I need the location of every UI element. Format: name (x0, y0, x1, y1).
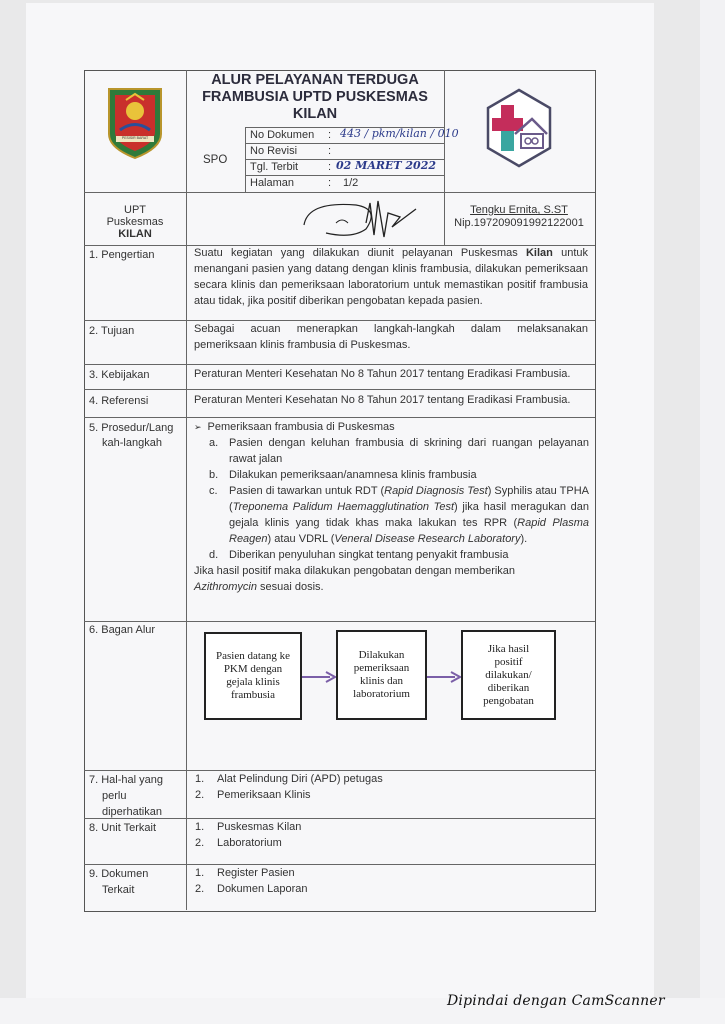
page-margin (700, 0, 725, 1024)
list-item-text: Alat Pelindung Diri (APD) petugas (217, 773, 383, 785)
spo-label: SPO (203, 154, 228, 166)
signer-name: Tengku Ernita, S.ST (470, 204, 568, 216)
closing-drug: Azithromycin (194, 581, 257, 593)
prosedur-heading (194, 419, 589, 435)
step-text-part: ) jika hasil meragukan dan gejala klinis yang tidak khas maka lakukan tes RPR ( (229, 501, 589, 529)
unit-line: KILAN (118, 228, 152, 240)
section-label-prosedur (89, 421, 173, 451)
step-text-part: ) atau VDRL ( (267, 533, 335, 545)
section-text-kebijakan: Peraturan Menteri Kesehatan No 8 Tahun 2017 tentang Eradikasi Frambusia. (194, 368, 571, 380)
section-label-tujuan: 2. Tujuan (89, 325, 135, 337)
prosedur-step-c (194, 483, 589, 547)
field-tgl-terbit-label: Tgl. Terbit (250, 161, 299, 173)
step-text-italic: Treponema Palidum Haemagglutination Test (232, 501, 455, 513)
field-sep: : (328, 145, 332, 157)
hal-label-line: diperhatikan (102, 806, 162, 818)
prosedur-step-b (194, 467, 589, 483)
closing-text: sesuai dosis. (256, 581, 324, 593)
field-sep: : (328, 129, 332, 141)
step-text: Diberikan penyuluhan singkat tentang penyakit frambusia (229, 549, 509, 561)
prosedur-label-line: kah-langkah (102, 437, 162, 449)
section-text-tujuan: Sebagai acuan menerapkan langkah-langkah dalam melaksanakan pemeriksaan klinis frambusia di Puskesmas. (194, 323, 588, 351)
bullet-arrow-icon: ➢ (194, 422, 202, 432)
step-letter: b. (209, 469, 219, 481)
step-text-italic: Rapid Plasma Reagen (229, 517, 589, 545)
flow-arrow-icon (302, 670, 336, 688)
prosedur-step-d (194, 547, 589, 563)
list-item: 1. Alat Pelindung Diri (APD) petugas (195, 773, 383, 785)
section-label-unit: 8. Unit Terkait (89, 822, 157, 834)
list-item: 1. Register Pasien (195, 867, 295, 879)
puskesmas-logo (485, 88, 553, 170)
dokumen-list (195, 865, 308, 897)
unit-line: Puskesmas (106, 216, 164, 228)
field-halaman-label: Halaman (250, 177, 295, 189)
step-text-italic: Veneral Disease Research Laboratory (334, 533, 521, 545)
flow-box-pemeriksaan: Dilakukan pemeriksaan klinis dan laboratorium (336, 630, 427, 720)
section-text-pengertian (194, 245, 588, 309)
field-no-revisi-label: No Revisi (250, 145, 298, 157)
pengertian-text-bold: Kilan (525, 247, 553, 259)
signature (296, 195, 446, 245)
dokumen-label-line: Terkait (102, 884, 135, 896)
field-sep: : (328, 177, 332, 189)
step-letter: a. (209, 437, 219, 449)
list-item-text: Laboratorium (217, 837, 282, 849)
step-text-part: ). (520, 533, 528, 545)
prosedur-step-a (194, 435, 589, 467)
section-label-hal (89, 772, 163, 820)
list-item: 1. Puskesmas Kilan (195, 821, 302, 833)
field-no-dokumen-value: 443 / pkm/kilan / 010 (340, 127, 459, 140)
dokumen-label-line: 9. Dokumen (89, 868, 149, 880)
unit-line: UPT (124, 204, 146, 216)
field-sep: : (328, 161, 332, 173)
step-letter: c. (209, 485, 218, 497)
flow-box-pasien-datang: Pasien datang ke PKM dengan gejala klinis frambusia (204, 632, 302, 720)
pengertian-text-part: untuk menangani pasien yang datang dengan klinis frambusia, dilakukan pemeriksaan secara klinis dan pemeriksaan laboratorium untuk memastikan positif frambusia atau tidak, jika positif diberikan pengobatan kepada pasien. (194, 247, 588, 307)
section-text-referensi: Peraturan Menteri Kesehatan No 8 Tahun 2017 tentang Eradikasi Frambusia. (194, 394, 571, 406)
field-tgl-terbit-value: 02 MARET 2022 (336, 159, 437, 172)
list-item-text: Puskesmas Kilan (217, 821, 302, 833)
prosedur-label-line: 5. Prosedur/Lang (89, 422, 174, 434)
list-item: 2. Dokumen Laporan (195, 883, 308, 895)
section-label-bagan: 6. Bagan Alur (89, 624, 156, 636)
section-label-referensi: 4. Referensi (89, 395, 149, 407)
flow-arrow-icon (427, 670, 461, 688)
step-text-italic: Rapid Diagnosis Test (384, 485, 488, 497)
step-text: Pasien dengan keluhan frambusia di skrining dari ruangan pelayanan rawat jalan (229, 437, 589, 465)
list-item-text: Register Pasien (217, 867, 295, 879)
section-label-kebijakan: 3. Kebijakan (89, 369, 150, 381)
regency-logo (106, 86, 164, 160)
section-label-pengertian: 1. Pengertian (89, 249, 155, 261)
list-item-text: Dokumen Laporan (217, 883, 308, 895)
flow-box-pengobatan: Jika hasil positif dilakukan/ diberikan pengobatan (461, 630, 556, 720)
pengertian-text-part: Suatu kegiatan yang dilakukan diunit pelayanan Puskesmas (194, 247, 526, 259)
step-text-part: Pasien di tawarkan untuk RDT ( (229, 485, 385, 497)
field-halaman-value: 1/2 (343, 177, 359, 189)
field-no-dokumen-label: No Dokumen (250, 129, 315, 141)
hal-list (195, 771, 383, 803)
logo-banner-text: PESISIR BARAT (121, 136, 149, 140)
section-label-dokumen (89, 866, 148, 898)
prosedur-heading-text: Pemeriksaan frambusia di Puskesmas (207, 421, 395, 433)
signer-nip: Nip.197209091992122001 (454, 217, 584, 229)
document-title: ALUR PELAYANAN TERDUGA FRAMBUSIA UPTD PUSKESMAS KILAN (202, 72, 428, 122)
list-item-text: Pemeriksaan Klinis (217, 789, 311, 801)
step-text (229, 483, 589, 547)
closing-text: Jika hasil positif maka dilakukan pengobatan dengan memberikan (194, 565, 516, 577)
hal-label-line: perlu (102, 790, 127, 802)
hal-label-line: 7. Hal-hal yang (89, 774, 163, 786)
section-text-prosedur (194, 419, 589, 595)
camscanner-watermark: Dipindai dengan CamScanner (447, 993, 665, 1009)
unit-name (84, 204, 186, 240)
list-item: 2. Pemeriksaan Klinis (195, 789, 311, 801)
step-text: Dilakukan pemeriksaan/anamnesa klinis frambusia (229, 469, 477, 481)
step-text-part: ) Syphilis atau TPHA ( (229, 485, 589, 513)
prosedur-closing (194, 563, 589, 595)
unit-list (195, 819, 301, 851)
list-item: 2. Laboratorium (195, 837, 282, 849)
step-letter: d. (209, 549, 219, 561)
